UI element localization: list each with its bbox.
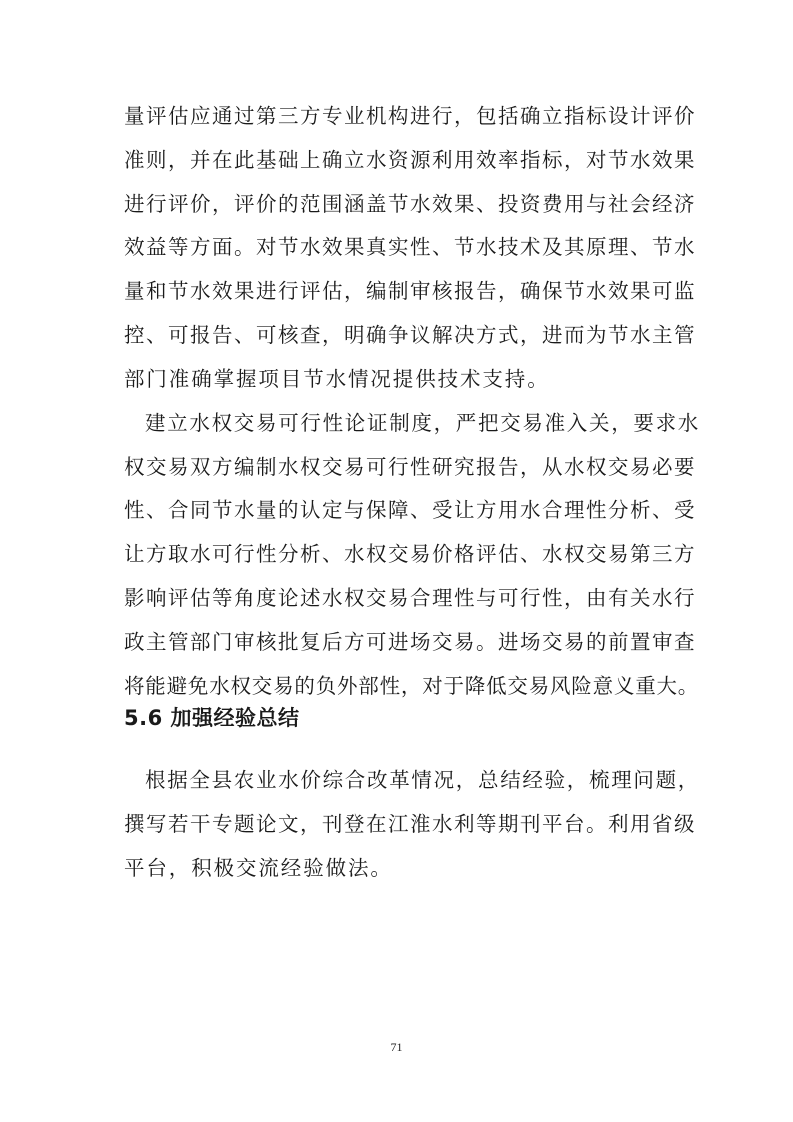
paragraph-2-line-4: 让方取水可行性分析、水权交易价格评估、水权交易第三方	[124, 542, 696, 566]
page-number: 71	[390, 1040, 403, 1054]
paragraph-2-line-2: 权交易双方编制水权交易可行性研究报告，从水权交易必要	[124, 455, 696, 479]
paragraph-1-line-2: 准则，并在此基础上确立水资源利用效率指标，对节水效果	[124, 148, 696, 172]
paragraph-1-line-7: 部门准确掌握项目节水情况提供技术支持。	[124, 367, 550, 391]
paragraph-2-line-1: 建立水权交易可行性论证制度，严把交易准入关，要求水	[145, 411, 700, 435]
paragraph-3-line-2: 撰写若干专题论文，刊登在江淮水利等期刊平台。利用省级	[124, 812, 696, 836]
paragraph-1-line-4: 效益等方面。对节水效果真实性、节水技术及其原理、节水	[124, 235, 696, 259]
paragraph-1-line-5: 量和节水效果进行评估，编制审核报告，确保节水效果可监	[124, 279, 696, 303]
paragraph-3-line-3: 平台，积极交流经验做法。	[124, 856, 393, 880]
paragraph-2-line-5: 影响评估等角度论述水权交易合理性与可行性，由有关水行	[124, 586, 696, 610]
paragraph-2-line-3: 性、合同节水量的认定与保障、受让方用水合理性分析、受	[124, 498, 696, 522]
paragraph-2-line-6: 政主管部门审核批复后方可进场交易。进场交易的前置审查	[124, 630, 696, 654]
paragraph-1-line-6: 控、可报告、可核查，明确争议解决方式，进而为节水主管	[124, 323, 696, 347]
section-heading: 5.6 加强经验总结	[124, 706, 300, 730]
paragraph-3-line-1: 根据全县农业水价综合改革情况，总结经验，梳理问题，	[145, 768, 700, 792]
paragraph-1-line-1: 量评估应通过第三方专业机构进行，包括确立指标设计评价	[124, 104, 696, 128]
paragraph-1-line-3: 进行评价，评价的范围涵盖节水效果、投资费用与社会经济	[124, 192, 696, 216]
paragraph-2-line-7: 将能避免水权交易的负外部性，对于降低交易风险意义重大。	[124, 674, 700, 698]
